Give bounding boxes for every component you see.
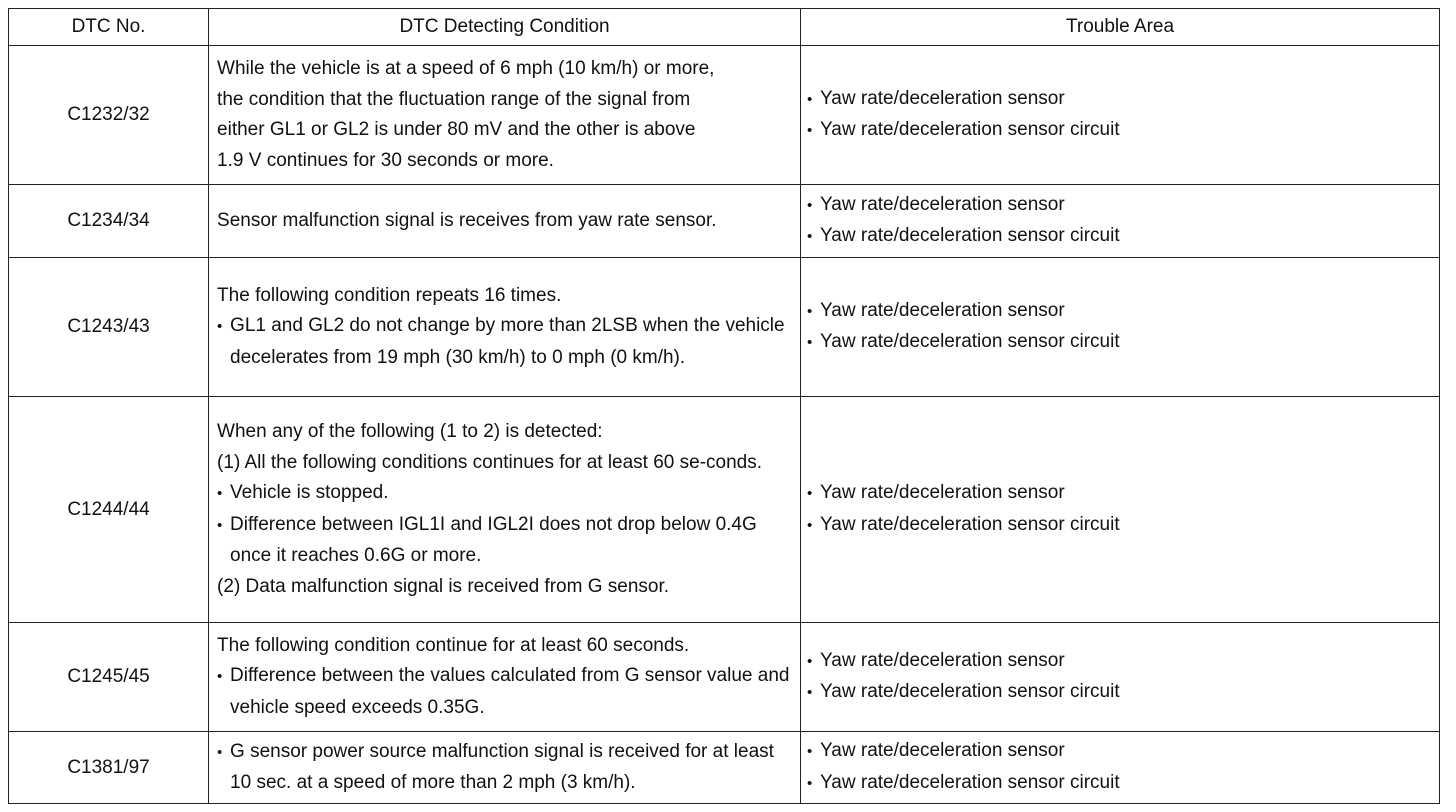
trouble-area xyxy=(801,185,1440,258)
condition-text: the condition that the fluctuation range of the signal from xyxy=(217,88,691,110)
trouble-area-item: • Yaw rate/deceleration sensor xyxy=(807,190,1431,222)
dtc-number: C1245/45 xyxy=(9,623,209,732)
trouble-area-item: • Yaw rate/deceleration sensor circuit xyxy=(807,115,1431,147)
condition-text: 1.9 V continues for 30 seconds or more. xyxy=(217,149,554,171)
trouble-area-item: • Yaw rate/deceleration sensor xyxy=(807,84,1431,116)
trouble-area xyxy=(801,732,1440,804)
trouble-area xyxy=(801,397,1440,623)
trouble-area-item: • Yaw rate/deceleration sensor circuit xyxy=(807,221,1431,253)
table-row xyxy=(9,732,1440,804)
condition-bullet: • G sensor power source malfunction signal is received for at least 10 sec. at a speed of more than 2 mph (3 km/h). xyxy=(217,737,792,799)
table-row xyxy=(9,397,1440,623)
detecting-condition xyxy=(209,623,801,732)
dtc-number: C1243/43 xyxy=(9,258,209,397)
condition-bullet: • GL1 and GL2 do not change by more than 2LSB when the vehicle decelerates from 19 mph (30 km/h) to 0 mph (0 km/h). xyxy=(217,311,792,373)
condition-text: The following condition continue for at least 60 seconds. xyxy=(217,634,690,656)
header-trouble-area: Trouble Area xyxy=(801,9,1440,46)
detecting-condition xyxy=(209,185,801,258)
trouble-area xyxy=(801,258,1440,397)
header-condition: DTC Detecting Condition xyxy=(209,9,801,46)
condition-text: While the vehicle is at a speed of 6 mph (10 km/h) or more, xyxy=(217,58,715,79)
trouble-area xyxy=(801,46,1440,185)
condition-bullet: • Vehicle is stopped. xyxy=(217,478,792,510)
dtc-number: C1244/44 xyxy=(9,397,209,623)
condition-text: (2) Data malfunction signal is received from G sensor. xyxy=(217,575,670,597)
condition-text: (1) All the following conditions continues for at least 60 se-conds. xyxy=(217,451,763,473)
dtc-number: C1234/34 xyxy=(9,185,209,258)
dtc-table xyxy=(8,8,1440,804)
trouble-area-item: • Yaw rate/deceleration sensor circuit xyxy=(807,677,1431,709)
trouble-area-item: • Yaw rate/deceleration sensor circuit xyxy=(807,510,1431,542)
trouble-area-item: • Yaw rate/deceleration sensor xyxy=(807,646,1431,678)
condition-text: Sensor malfunction signal is receives from yaw rate sensor. xyxy=(217,209,717,231)
trouble-area-item: • Yaw rate/deceleration sensor xyxy=(807,296,1431,328)
table-row xyxy=(9,258,1440,397)
trouble-area-item: • Yaw rate/deceleration sensor xyxy=(807,736,1431,768)
detecting-condition xyxy=(209,732,801,804)
trouble-area-item: • Yaw rate/deceleration sensor xyxy=(807,478,1431,510)
header-row xyxy=(9,9,1440,46)
detecting-condition xyxy=(209,46,801,185)
condition-bullet: • Difference between IGL1I and IGL2I does not drop below 0.4G once it reaches 0.6G or more. xyxy=(217,510,792,572)
table-row xyxy=(9,46,1440,185)
condition-text: When any of the following (1 to 2) is detected: xyxy=(217,421,603,442)
condition-text: either GL1 or GL2 is under 80 mV and the other is above xyxy=(217,119,696,140)
detecting-condition xyxy=(209,258,801,397)
dtc-number: C1232/32 xyxy=(9,46,209,185)
detecting-condition xyxy=(209,397,801,623)
condition-text: The following condition repeats 16 times. xyxy=(217,284,562,306)
table-row xyxy=(9,185,1440,258)
dtc-number: C1381/97 xyxy=(9,732,209,804)
table-row xyxy=(9,623,1440,732)
condition-bullet: • Difference between the values calculated from G sensor value and vehicle speed exceeds 0.35G. xyxy=(217,661,792,723)
trouble-area-item: • Yaw rate/deceleration sensor circuit xyxy=(807,768,1431,800)
header-dtc-no: DTC No. xyxy=(9,9,209,46)
trouble-area xyxy=(801,623,1440,732)
trouble-area-item: • Yaw rate/deceleration sensor circuit xyxy=(807,327,1431,359)
